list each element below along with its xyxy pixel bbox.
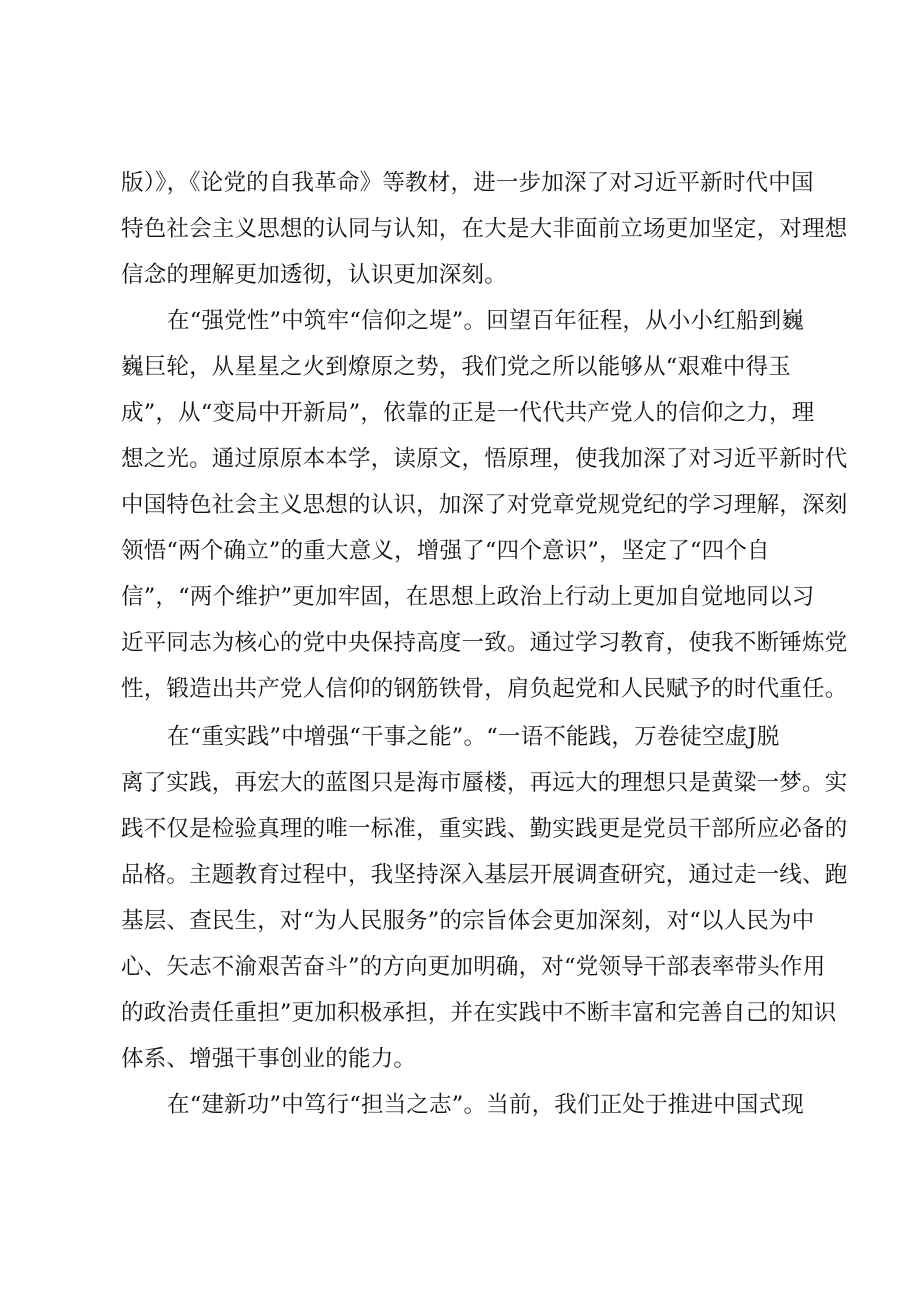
text-line: 基层、查民生，对“为人民服务”的宗旨体会更加深刻，对“以人民为中 (121, 908, 815, 934)
text-line: 想之光。通过原原本本学，读原文，悟原理，使我加深了对习近平新时代 (121, 446, 848, 472)
text-line: 的政治责任重担”更加积极承担，并在实践中不断丰富和完善自己的知识 (121, 1000, 837, 1026)
text-line: 巍巨轮，从星星之火到燎原之势，我们党之所以能够从“艰难中得玉 (121, 354, 792, 380)
text-line: 近平同志为核心的党中央保持高度一致。通过学习教育，使我不断锤炼党 (121, 630, 848, 656)
text-line: 在“建新功”中笃行“担当之志”。当前，我们正处于推进中国式现 (167, 1092, 805, 1118)
text-line: 践不仅是检验真理的唯一标准，重实践、勤实践更是党员干部所应必备的 (121, 816, 848, 842)
text-line: 领悟“两个确立”的重大意义，增强了“四个意识”，坚定了“四个自 (121, 538, 770, 564)
text-line: 版）》，《论党的自我革命》等教材，进一步加深了对习近平新时代中国 (121, 170, 814, 196)
text-line: 在“重实践”中增强“干事之能”。“一语不能践，万卷徒空虚J脱 (167, 724, 780, 750)
text-line: 性，锻造出共产党人信仰的钢筋铁骨，肩负起党和人民赋予的时代重任。 (121, 676, 848, 702)
text-line: 体系、增强干事创业的能力。 (121, 1046, 417, 1072)
text-line: 心、矢志不渝艰苦奋斗”的方向更加明确，对“党领导干部表率带头作用 (121, 954, 826, 980)
text-line: 品格。主题教育过程中，我坚持深入基层开展调查研究，通过走一线、跑 (121, 862, 848, 888)
text-line: 离了实践，再宏大的蓝图只是海市蜃楼，再远大的理想只是黄粱一梦。实 (121, 770, 848, 796)
text-line: 信念的理解更加透彻，认识更加深刻。 (121, 262, 507, 288)
text-line: 在“强党性”中筑牢“信仰之堤”。回望百年征程，从小小红船到巍 (167, 308, 805, 334)
text-line: 成”，从“变局中开新局”，依靠的正是一代代共产党人的信仰之力，理 (121, 400, 815, 426)
text-line: 特色社会主义思想的认同与认知，在大是大非面前立场更加坚定，对理想 (121, 216, 848, 242)
text-line: 中国特色社会主义思想的认识，加深了对党章党规党纪的学习理解，深刻 (121, 492, 848, 518)
text-line: 信”，“两个维护”更加牢固，在思想上政治上行动上更加自觉地同以习 (121, 584, 815, 610)
